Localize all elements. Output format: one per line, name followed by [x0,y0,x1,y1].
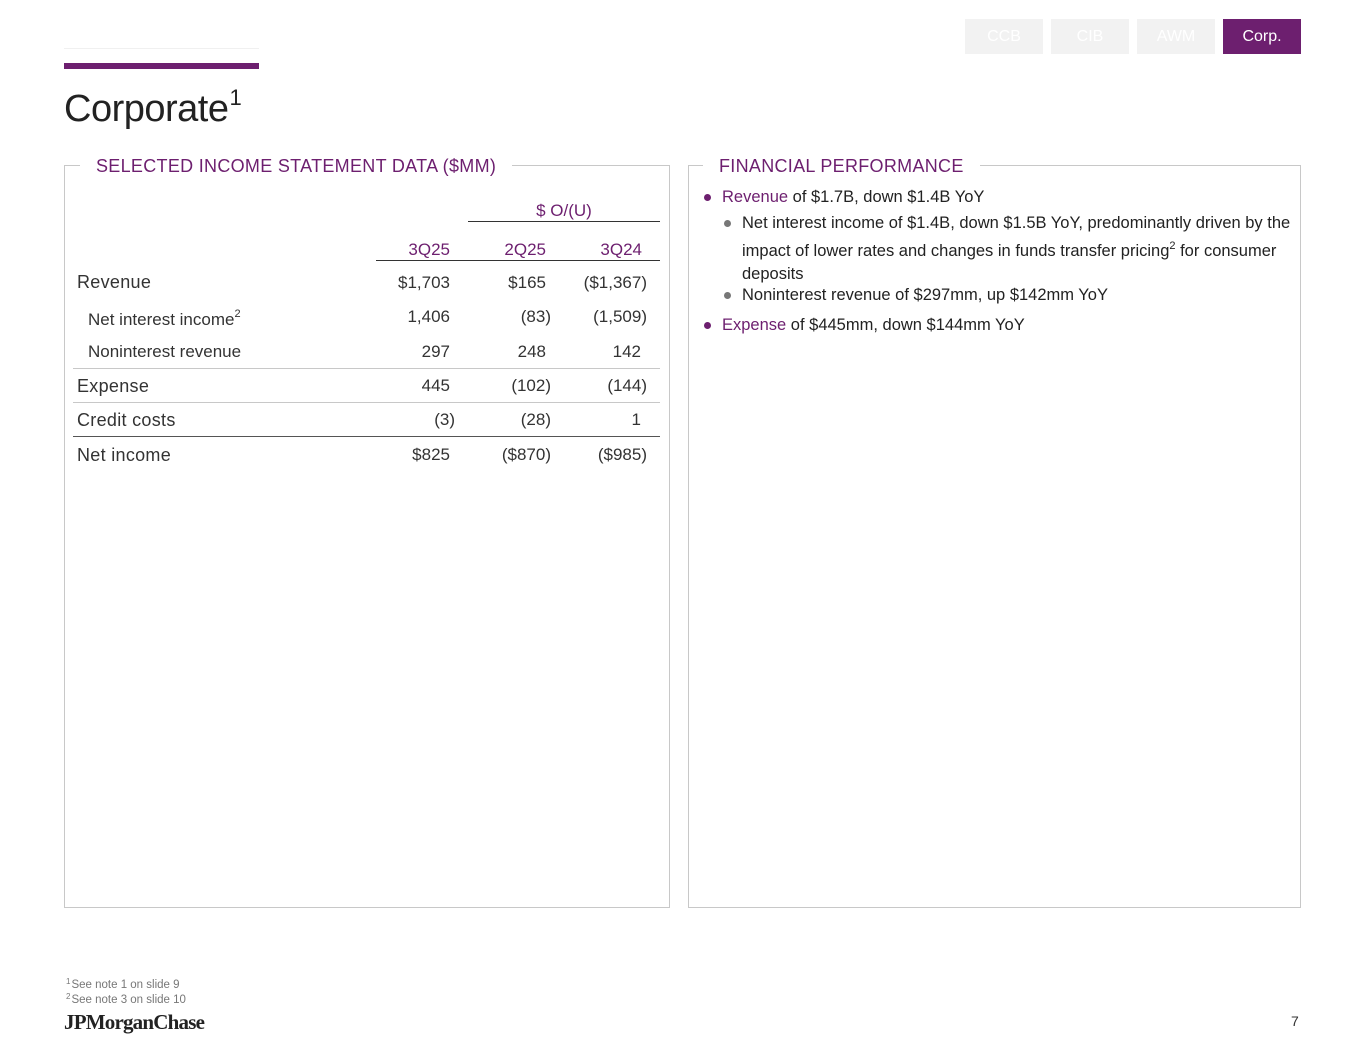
header-underline [376,260,660,261]
bullet-highlight: Revenue [722,188,789,206]
row-divider [73,402,660,403]
sub-bullet-net-interest-income [742,212,1298,286]
bullet-expense [722,314,1282,337]
bullet-dot-icon [704,194,711,201]
variance-group-underline [468,221,660,222]
column-header-3q24: 3Q24 [600,240,642,259]
row-label-noninterest-revenue: Noninterest revenue [88,342,242,361]
sub-bullet-noninterest-revenue [742,284,1298,307]
footnote-marker: 2 [1169,240,1176,252]
bullet-revenue [722,186,1282,209]
table-cell: 1 [631,410,641,429]
header-divider [64,48,259,49]
page-title [64,85,241,131]
segment-tabs [965,19,1301,54]
row-label-credit-costs: Credit costs [77,410,176,430]
column-header-3q25: 3Q25 [408,240,450,259]
table-cell: (28) [520,410,551,429]
page-title-text: Corporate [64,88,229,130]
table-cell: ($870) [501,445,551,464]
table-cell: ($985) [597,445,647,464]
table-cell: 297 [421,342,450,361]
bullet-dot-icon [704,322,711,329]
row-label-revenue: Revenue [77,272,152,292]
table-cell: 1,406 [407,307,450,326]
table-cell: 445 [421,376,450,395]
table-cell: (3) [434,410,455,429]
tab-cib[interactable]: CIB [1051,19,1129,54]
footnote-2-marker: 2 [66,992,71,1001]
table-cell: (1,509) [593,307,647,326]
bullet-text: for consumer deposits [742,242,1277,283]
footnote-2 [66,992,186,1006]
table-cell: $165 [508,273,546,292]
tab-corp[interactable]: Corp. [1223,19,1301,54]
bullet-dot-icon [724,292,731,299]
row-label-expense: Expense [77,376,150,396]
tab-awm[interactable]: AWM [1137,19,1215,54]
column-header-2q25: 2Q25 [504,240,546,259]
row-label-net-income: Net income [77,445,172,465]
footnote-marker: 2 [234,308,241,320]
bullet-text: Net interest income of $1.4B, down $1.5B YoY, predominantly driven by the impact of lower rates and changes in funds transfer pricing [742,214,1291,260]
bullet-text: Noninterest revenue of $297mm, up $142mm YoY [742,286,1108,304]
tab-ccb[interactable]: CCB [965,19,1043,54]
footnote-1 [66,977,180,991]
income-statement-heading: SELECTED INCOME STATEMENT DATA ($MM) [80,156,512,177]
variance-group-header: $ O/(U) [536,201,592,220]
net-interest-income-text: Net interest income [88,310,235,329]
row-label-net-interest-income [88,308,241,330]
footnote-1-text: See note 1 on slide 9 [71,979,180,991]
footnote-2-text: See note 3 on slide 10 [71,994,186,1006]
jpmorganchase-logo: JPMorganChase [64,1010,205,1034]
table-cell: $825 [412,445,450,464]
financial-performance-heading: FINANCIAL PERFORMANCE [703,156,980,177]
row-divider [73,368,660,369]
table-cell: (144) [607,376,647,395]
title-accent-bar [64,63,259,69]
table-cell: 142 [612,342,641,361]
bullet-dot-icon [724,220,731,227]
total-divider [73,436,660,437]
table-cell: ($1,367) [583,273,647,292]
page-number: 7 [1291,1013,1299,1029]
table-cell: (83) [520,307,551,326]
bullet-text: of $1.7B, down $1.4B YoY [788,188,985,206]
table-cell: (102) [511,376,551,395]
table-cell: 248 [517,342,546,361]
title-footnote-marker: 1 [229,85,242,110]
footnote-1-marker: 1 [66,977,71,986]
bullet-text: of $445mm, down $144mm YoY [786,316,1025,334]
table-cell: $1,703 [398,273,450,292]
bullet-highlight: Expense [722,316,787,334]
